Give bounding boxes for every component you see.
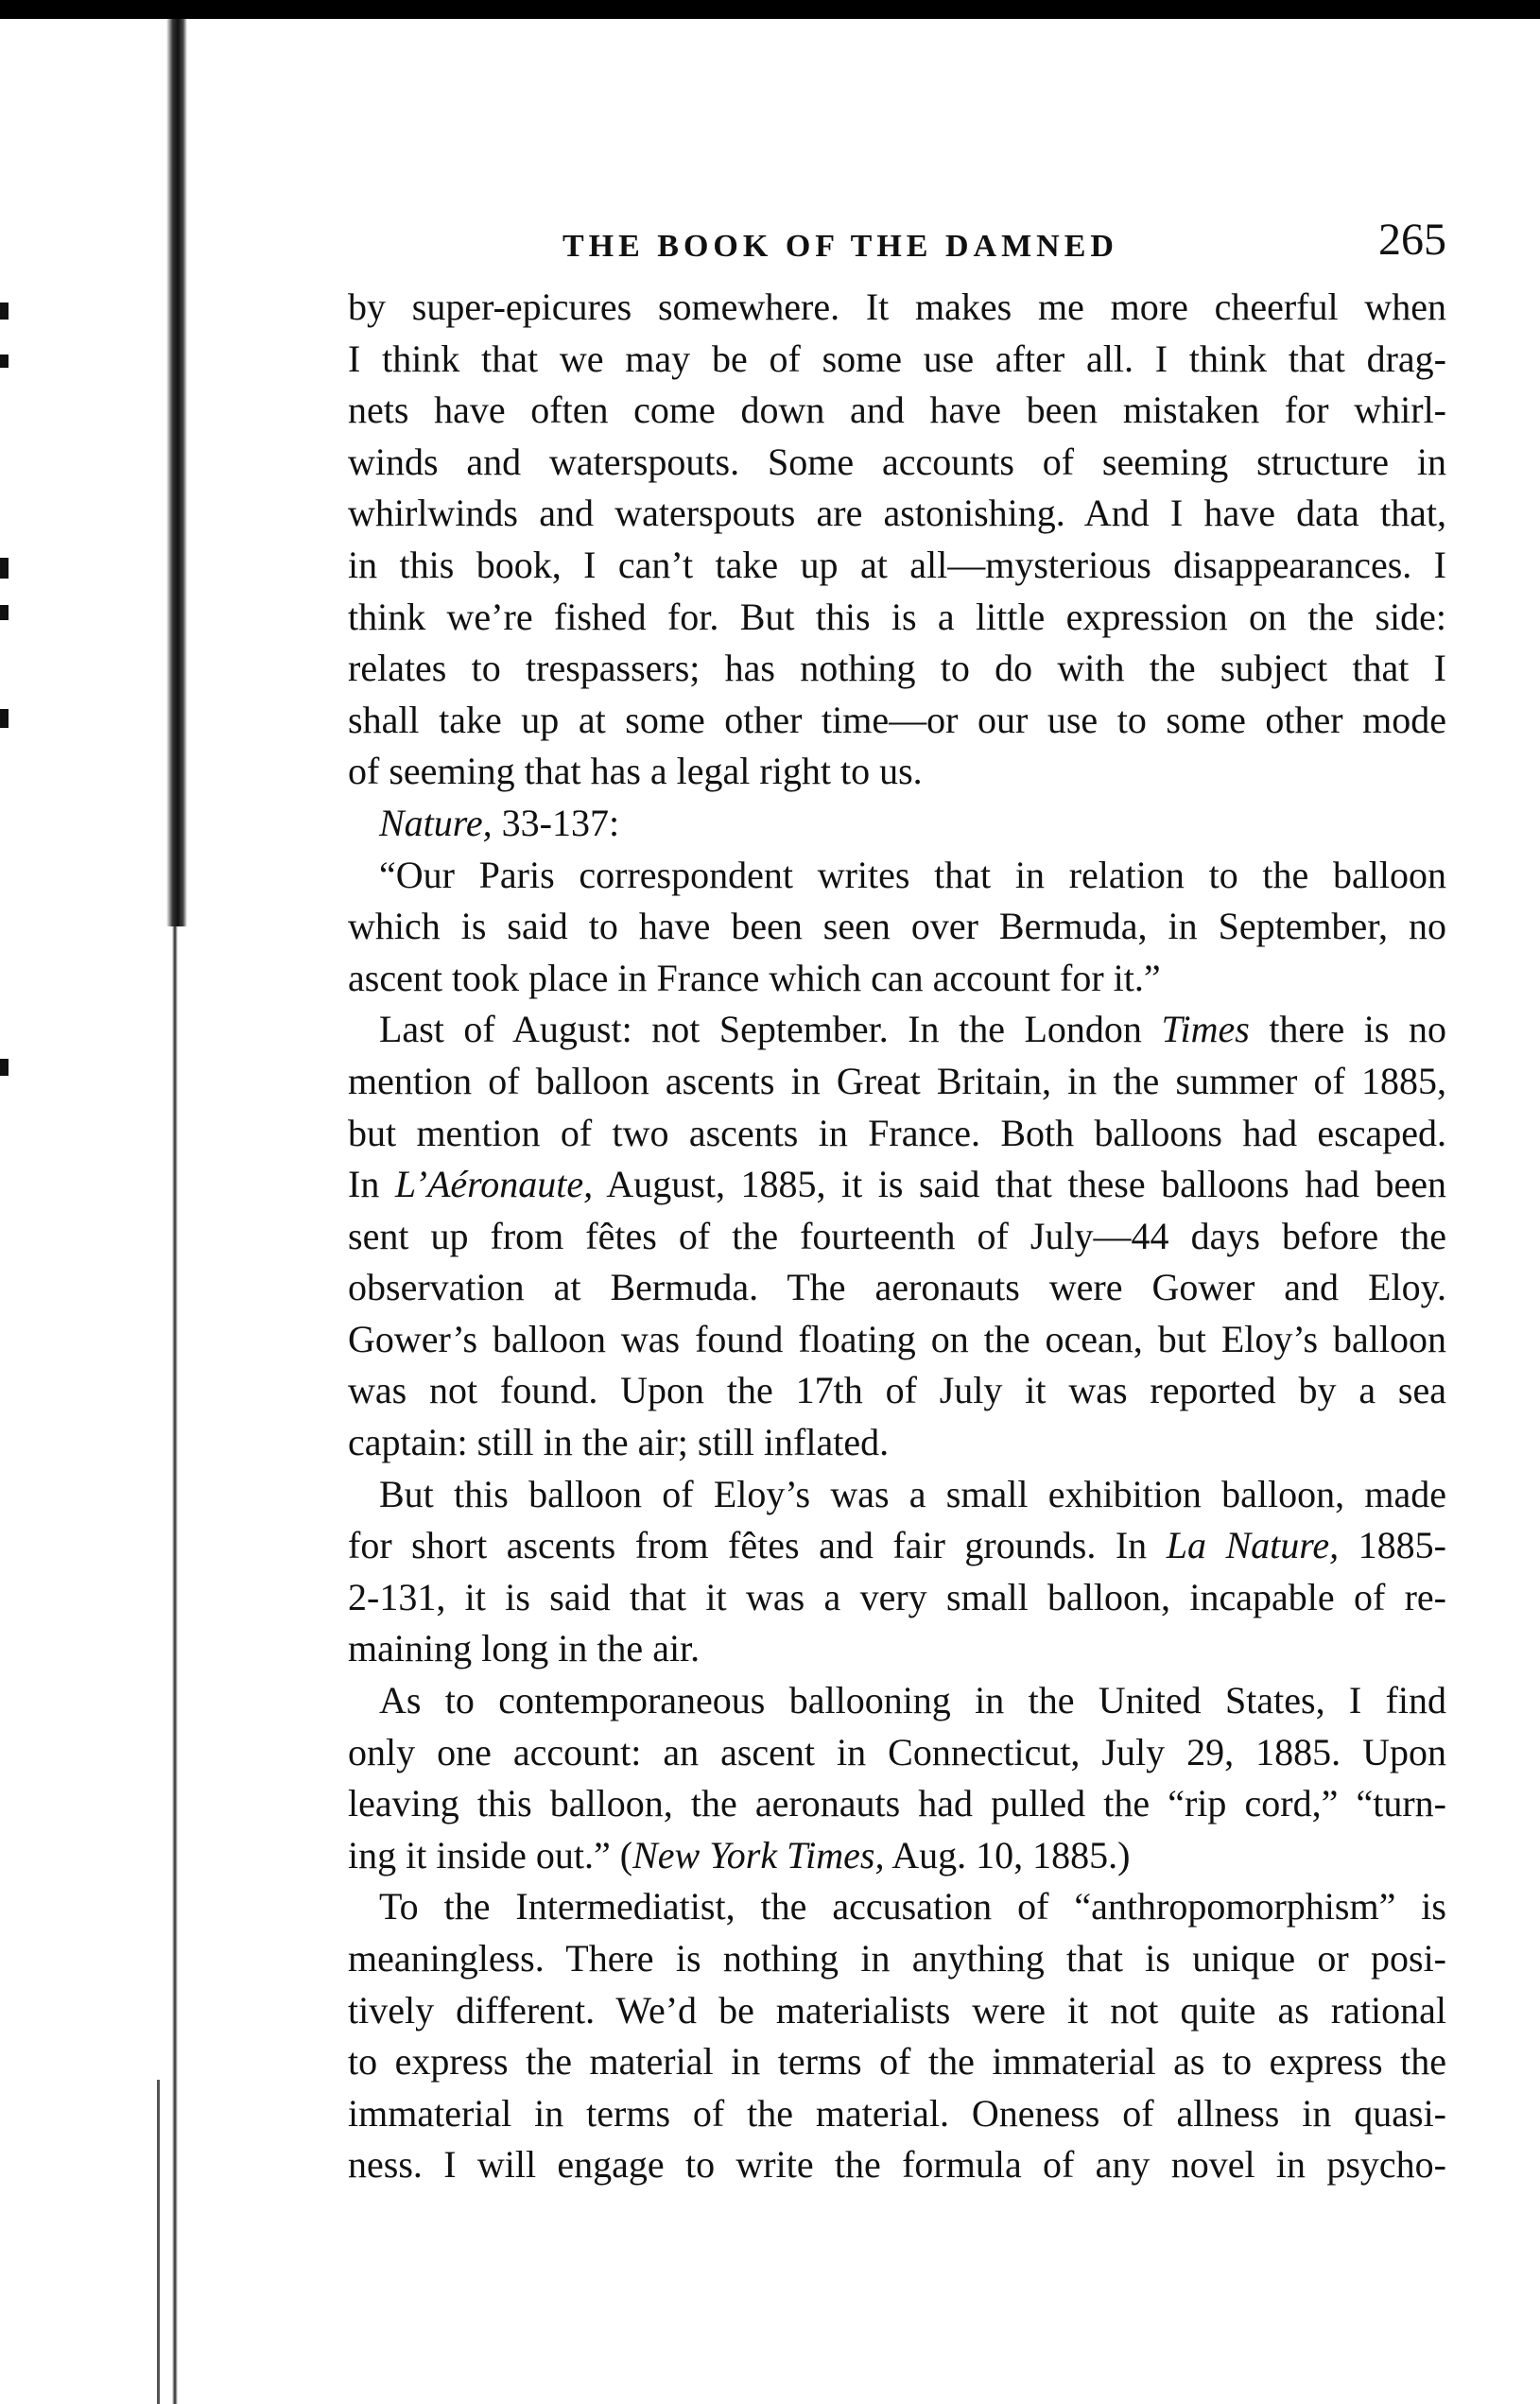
italic-title: New York Times, [632,1833,885,1877]
text-line [348,1004,1446,1056]
book-spine-shadow [166,19,187,926]
text-run: for short ascents from fêtes and fair grounds. In [348,1524,1167,1567]
text-line: think we’re fished for. But this is a little expression on the side: [348,595,1446,638]
paragraph-eloy [348,1469,1446,1675]
text-line: of seeming that has a legal right to us. [348,750,923,793]
text-line: winds and waterspouts. Some accounts of seeming structure in [348,440,1446,483]
text-run: Last of August: not September. In the London [379,1008,1162,1051]
text-line: nets have often come down and have been mistaken for whirl- [348,389,1446,432]
paragraph-united-states [348,1675,1446,1881]
text-line: sent up from fêtes of the fourteenth of July—44 days before the [348,1214,1446,1257]
italic-title: La Nature, [1166,1524,1340,1567]
book-spine-edge [157,2080,160,2404]
text-line: But this balloon of Eloy’s was a small exhibition balloon, made [379,1472,1446,1515]
text-line: I think that we may be of some use after all. I think that drag- [348,337,1446,380]
quote-line: “Our Paris correspondent writes that in relation to the balloon [379,853,1446,896]
text-line: mention of balloon ascents in Great Britain, in the summer of 1885, [348,1059,1446,1102]
paragraph-intermediatist [348,1881,1446,2191]
facing-page-mark [0,709,9,728]
text-line: ness. I will engage to write the formula of any novel in psycho- [348,2143,1446,2187]
text-line: whirlwinds and waterspouts are astonishing. And I have data that, [348,492,1446,535]
text-line: maining long in the air. [348,1627,701,1670]
running-title: THE BOOK OF THE DAMNED [562,229,1118,264]
facing-page-mark [0,355,9,368]
text-line: immaterial in terms of the material. Oneness of allness in quasi- [348,2091,1446,2135]
running-header [562,215,1446,273]
text-line [348,1830,1446,1882]
text-line: shall take up at some other time—or our use to some other mode [348,698,1446,741]
facing-page-mark [0,558,9,579]
quote-line: ascent took place in France which can account for it.” [348,956,1161,999]
page-number: 265 [1378,215,1446,265]
text-run: In [348,1163,395,1206]
text-line: observation at Bermuda. The aeronauts were Gower and Eloy. [348,1266,1446,1309]
text-run: August, 1885, it is said that these balloons had been [593,1163,1446,1206]
facing-page-mark [0,605,9,620]
facing-page-mark [0,1059,9,1076]
text-line: only one account: an ascent in Connecticut, July 29, 1885. Upon [348,1730,1446,1773]
paragraph-balloons [348,1004,1446,1468]
body-text [348,282,1446,2191]
text-line: captain: still in the air; still inflated. [348,1421,890,1464]
text-line: but mention of two ascents in France. Both balloons had escaped. [348,1111,1446,1154]
block-quote [348,850,1446,1005]
text-line: To the Intermediatist, the accusation of “anthropomorphism” is [379,1885,1446,1928]
quote-line: which is said to have been seen over Bermuda, in September, no [348,905,1446,948]
text-run: there is no [1249,1008,1446,1051]
text-line: was not found. Upon the 17th of July it was reported by a sea [348,1369,1446,1412]
book-spine-line [172,926,178,2404]
facing-page-mark [0,303,9,320]
text-line: to express the material in terms of the immaterial as to express the [348,2040,1446,2084]
left-margin [0,19,194,2404]
text-line: by super-epicures somewhere. It makes me more cheerful when [348,285,1446,328]
text-line: meaningless. There is nothing in anything that is unique or posi- [348,1937,1446,1980]
citation-ref: 33-137: [501,801,620,844]
citation-source: Nature, [379,801,493,844]
text-run: 1885- [1339,1524,1446,1567]
text-line [348,1520,1446,1572]
text-line: As to contemporaneous ballooning in the United States, I find [379,1679,1446,1722]
text-run: Aug. 10, 1885.) [884,1833,1131,1877]
text-line: leaving this balloon, the aeronauts had pulled the “rip cord,” “turn- [348,1782,1446,1825]
text-line: relates to trespassers; has nothing to do with the subject that I [348,647,1446,690]
text-line: 2-131, it is said that it was a very small balloon, incapable of re- [348,1575,1446,1618]
text-line [348,1159,1446,1211]
italic-title: L’Aéronaute, [394,1163,594,1206]
text-run: ing it inside out.” ( [348,1833,633,1877]
italic-title: Times [1161,1008,1250,1051]
citation [348,798,1446,850]
scan-top-border [0,0,1540,19]
text-line: Gower’s balloon was found floating on the ocean, but Eloy’s balloon [348,1317,1446,1360]
text-line: in this book, I can’t take up at all—mysterious disappearances. I [348,543,1446,586]
paragraph-fished [348,282,1446,798]
text-line: tively different. We’d be materialists were it not quite as rational [348,1988,1446,2032]
